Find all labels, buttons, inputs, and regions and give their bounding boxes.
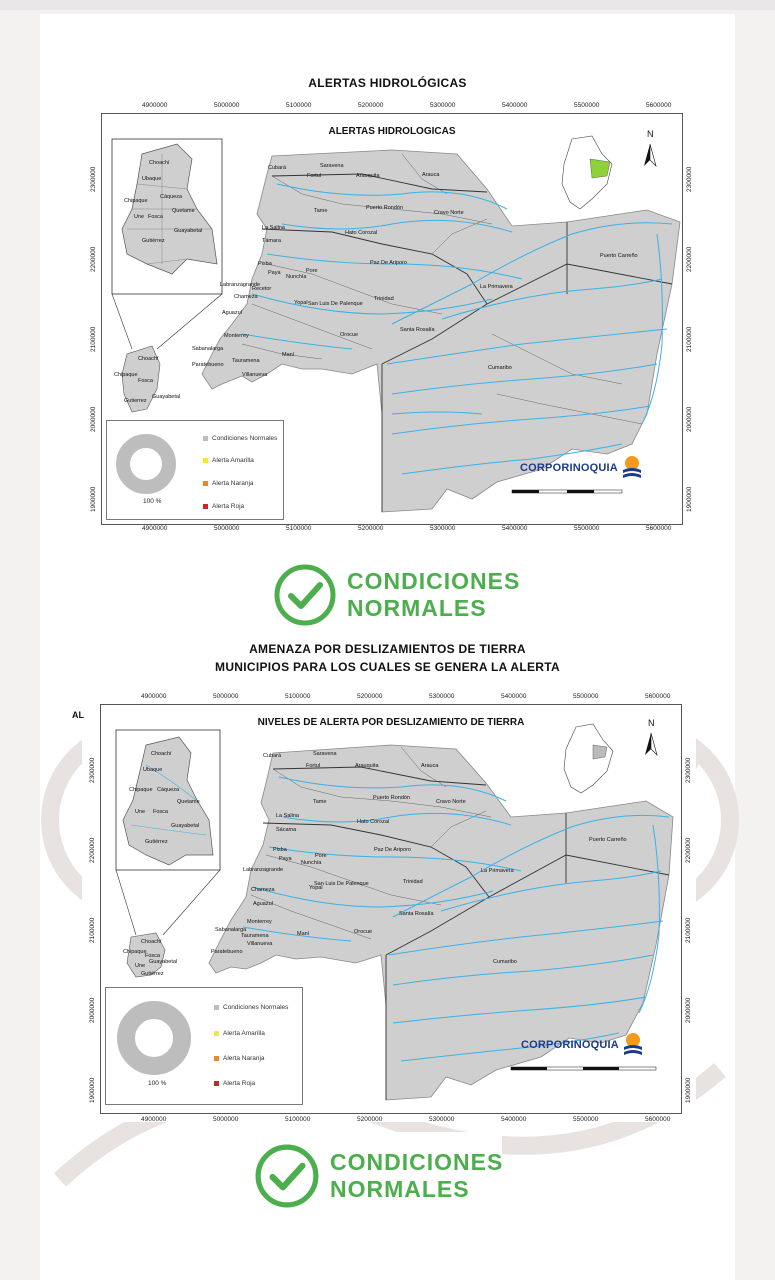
coordinate-tick: 5000000 <box>214 102 240 109</box>
place-label: Hato Corozal <box>345 230 378 236</box>
coordinate-tick: 2300000 <box>685 757 692 783</box>
place-label: Sabanalarga <box>192 346 224 352</box>
coordinate-tick: 5600000 <box>645 1116 671 1123</box>
landslide-donut-label: 100 % <box>148 1080 167 1087</box>
coordinate-tick: 5500000 <box>574 102 600 109</box>
legend-normal: Condiciones Normales <box>214 1004 288 1011</box>
check-circle-icon <box>273 563 337 627</box>
coordinate-tick: 5300000 <box>430 102 456 109</box>
coordinate-tick: 1900000 <box>89 1077 96 1103</box>
hydro-status <box>273 563 521 627</box>
coordinate-tick: 1900000 <box>685 1077 692 1103</box>
colombia-locator <box>564 724 613 793</box>
hydro-alerts-heading: ALERTAS HIDROLÓGICAS <box>308 76 467 90</box>
legend-orange: Alerta Naranja <box>214 1055 265 1062</box>
place-label: Quetame <box>172 208 195 214</box>
place-label: Orocue <box>340 332 359 338</box>
coordinate-tick: 2100000 <box>89 917 96 943</box>
place-label: La Salina <box>262 225 285 231</box>
place-label: Pore <box>306 268 318 274</box>
coordinate-tick: 5100000 <box>286 525 312 532</box>
place-label: Fosca <box>153 809 168 815</box>
place-label: Paz De Ariporo <box>374 847 411 853</box>
place-label: Saravena <box>313 751 337 757</box>
landslide-heading-line2: MUNICIPIOS PARA LOS CUALES SE GENERA LA ALERTA <box>215 660 560 674</box>
place-label: Cáqueza <box>157 787 180 793</box>
coordinate-tick: 5200000 <box>357 1116 383 1123</box>
place-label: Quetame <box>177 799 200 805</box>
place-label: San Luis De Palenque <box>308 301 363 307</box>
place-label: Choachí <box>141 939 162 945</box>
corporinoquia-logo-icon <box>621 1031 645 1057</box>
place-label: Tame <box>313 799 327 805</box>
coordinate-tick: 2200000 <box>89 837 96 863</box>
place-label: Maní <box>282 352 295 358</box>
place-label: Chipaque <box>123 949 147 955</box>
coordinate-tick: 2000000 <box>685 997 692 1023</box>
coordinate-tick: 5500000 <box>574 525 600 532</box>
svg-text:N: N <box>648 718 655 728</box>
coordinate-tick: 2300000 <box>686 166 693 192</box>
coordinate-tick: 5200000 <box>357 693 383 700</box>
hydro-map-title: ALERTAS HIDROLOGICAS <box>328 126 456 137</box>
place-label: Gutiérrez <box>142 238 165 244</box>
place-label: Arauca <box>422 172 440 178</box>
corporinoquia-logo-text: CORPORINOQUIA <box>521 1039 619 1051</box>
place-label: Choachí <box>138 356 159 362</box>
place-label: Tauramena <box>241 933 269 939</box>
legend-normal: Condiciones Normales <box>203 435 277 442</box>
place-label: Chameza <box>251 887 275 893</box>
landslide-status-text: CONDICIONES NORMALES <box>330 1149 504 1202</box>
coordinate-tick: 5600000 <box>645 693 671 700</box>
place-label: Guayabetal <box>174 228 203 234</box>
landslide-map-title: NIVELES DE ALERTA POR DESLIZAMIENTO DE TIERRA <box>257 717 525 728</box>
place-label: Trinidad <box>403 879 423 885</box>
place-label: Choachí <box>149 160 170 166</box>
coordinate-tick: 5300000 <box>429 693 455 700</box>
svg-text:N: N <box>647 129 654 139</box>
place-label: Cumaribo <box>493 959 517 965</box>
coordinate-tick: 5000000 <box>214 525 240 532</box>
coordinate-tick: 5400000 <box>501 693 527 700</box>
place-label: Gutiérrez <box>141 971 164 977</box>
place-label: Gutiérrez <box>145 839 168 845</box>
place-label: Villanueva <box>242 372 268 378</box>
hydro-donut-label: 100 % <box>143 498 162 505</box>
place-label: Aguazul <box>253 901 273 907</box>
coordinate-tick: 4900000 <box>141 1116 167 1123</box>
place-label: Puerto Carreño <box>600 253 638 259</box>
place-label: Pore <box>315 853 327 859</box>
place-label: Pisba <box>258 261 272 267</box>
corporinoquia-logo-icon <box>620 454 644 480</box>
place-label: Fosca <box>148 214 163 220</box>
place-label: Cubará <box>268 165 287 171</box>
legend-orange: Alerta Naranja <box>203 480 254 487</box>
place-label: Labranzagrande <box>220 282 261 288</box>
place-label: Paz De Ariporo <box>370 260 407 266</box>
place-label: Fosca <box>138 378 153 384</box>
hydro-donut-chart <box>115 433 177 495</box>
place-label: Tauramena <box>232 358 260 364</box>
legend-red: Alerta Roja <box>214 1080 255 1087</box>
coordinate-tick: 5300000 <box>429 1116 455 1123</box>
place-label: Cáqueza <box>160 194 183 200</box>
coordinate-tick: 5000000 <box>213 1116 239 1123</box>
place-label: Hato Corozal <box>357 819 390 825</box>
place-label: Une <box>134 214 145 220</box>
place-label: Saravena <box>320 163 344 169</box>
landslide-legend <box>105 987 303 1105</box>
place-label: Nunchía <box>286 274 307 280</box>
coordinate-tick: 2000000 <box>90 406 97 432</box>
place-label: Paya <box>268 270 281 276</box>
place-label: Sácama <box>276 827 297 833</box>
coordinate-tick: 5400000 <box>501 1116 527 1123</box>
place-label: Chipaque <box>129 787 153 793</box>
place-label: Guayabetal <box>152 394 181 400</box>
corporinoquia-logo-text: CORPORINOQUIA <box>520 462 618 474</box>
place-label: Cravo Norte <box>434 210 464 216</box>
place-label: Chameza <box>234 294 258 300</box>
coordinate-tick: 2100000 <box>685 917 692 943</box>
place-label: Támara <box>262 238 281 244</box>
coordinate-tick: 5100000 <box>285 693 311 700</box>
legend-yellow: Alerta Amarilla <box>214 1030 265 1037</box>
coordinate-tick: 2300000 <box>90 166 97 192</box>
place-label: San Luis De Palenque <box>314 881 369 887</box>
place-label: Chipaque <box>114 372 138 378</box>
place-label: Guayabetal <box>149 959 178 965</box>
coordinate-tick: 2100000 <box>686 326 693 352</box>
place-label: Monterrey <box>247 919 272 925</box>
place-label: Arauquita <box>355 763 379 769</box>
coordinate-tick: 5300000 <box>430 525 456 532</box>
place-label: Aguazul <box>222 310 242 316</box>
panel-corner-label: AL <box>72 710 84 720</box>
landslide-donut-chart <box>116 1000 192 1076</box>
north-arrow-icon <box>644 144 656 166</box>
coordinate-tick: 5600000 <box>646 102 672 109</box>
coordinate-tick: 2000000 <box>686 406 693 432</box>
place-label: Cubará <box>263 753 282 759</box>
place-label: La Salina <box>276 813 299 819</box>
place-label: Chipaque <box>124 198 148 204</box>
place-label: Guayabetal <box>171 823 200 829</box>
place-label: Puerto Rondón <box>373 795 410 801</box>
top-bar <box>0 0 775 10</box>
coordinate-tick: 5100000 <box>286 102 312 109</box>
coordinate-tick: 5500000 <box>573 1116 599 1123</box>
coordinate-tick: 4900000 <box>142 525 168 532</box>
coordinate-tick: 2300000 <box>89 757 96 783</box>
coordinate-tick: 2200000 <box>685 837 692 863</box>
place-label: Maní <box>297 931 310 937</box>
coordinate-tick: 5200000 <box>358 525 384 532</box>
place-label: Yopal <box>309 885 323 891</box>
place-label: Arauca <box>421 763 439 769</box>
place-label: Une <box>135 809 146 815</box>
place-label: Trinidad <box>374 296 394 302</box>
place-label: Ubaque <box>142 176 162 182</box>
place-label: Tame <box>314 208 328 214</box>
place-label: La Primavera <box>480 284 513 290</box>
place-label: Fortul <box>306 763 321 769</box>
north-arrow-icon <box>645 733 657 755</box>
coordinate-tick: 2200000 <box>90 246 97 272</box>
place-label: Fosca <box>145 953 160 959</box>
hydro-map-frame <box>90 102 693 532</box>
place-label: Villanueva <box>247 941 273 947</box>
landslide-heading-line1: AMENAZA POR DESLIZAMIENTOS DE TIERRA <box>249 642 526 656</box>
coordinate-tick: 5500000 <box>573 693 599 700</box>
coordinate-tick: 4900000 <box>142 102 168 109</box>
coordinate-tick: 2100000 <box>90 326 97 352</box>
place-label: La Primavera <box>481 868 514 874</box>
coordinate-tick: 4900000 <box>141 693 167 700</box>
place-label: Labranzagrande <box>243 867 284 873</box>
place-label: Santa Rosalía <box>399 911 434 917</box>
coordinate-tick: 5600000 <box>646 525 672 532</box>
check-circle-icon <box>254 1143 320 1209</box>
place-label: Paratebueno <box>192 362 224 368</box>
place-label: Orocue <box>354 929 373 935</box>
coordinate-tick: 2200000 <box>686 246 693 272</box>
place-label: Puerto Carreño <box>589 837 627 843</box>
place-label: Recetor <box>252 286 272 292</box>
scale-bar <box>512 490 622 493</box>
place-label: Gutierrez <box>124 398 147 404</box>
place-label: Paya <box>279 856 292 862</box>
place-label: Cravo Norte <box>436 799 466 805</box>
place-label: Pisba <box>273 847 287 853</box>
landslide-map-frame <box>89 693 692 1123</box>
place-label: Fortul <box>307 173 322 179</box>
place-label: Choachí <box>151 751 172 757</box>
legend-red: Alerta Roja <box>203 503 244 510</box>
place-label: Cumaribo <box>488 365 512 371</box>
coordinate-tick: 5100000 <box>285 1116 311 1123</box>
coordinate-tick: 2000000 <box>89 997 96 1023</box>
coordinate-tick: 1900000 <box>686 486 693 512</box>
place-label: Santa Rosalía <box>400 327 435 333</box>
landslide-status <box>254 1143 504 1209</box>
place-label: Nunchía <box>301 860 322 866</box>
legend-yellow: Alerta Amarilla <box>203 457 254 464</box>
place-label: Puerto Rondón <box>366 205 403 211</box>
coordinate-tick: 5400000 <box>502 102 528 109</box>
place-label: Une <box>135 963 146 969</box>
hydro-legend <box>106 420 284 520</box>
coordinate-tick: 5200000 <box>358 102 384 109</box>
scale-bar <box>511 1067 656 1070</box>
place-label: Sabanalarga <box>215 927 247 933</box>
place-label: Monterrey <box>224 333 249 339</box>
coordinate-tick: 5000000 <box>213 693 239 700</box>
place-label: Paratebueno <box>211 949 243 955</box>
place-label: Arauquita <box>356 173 380 179</box>
place-label: Yopal <box>294 300 308 306</box>
place-label: Ubaque <box>143 767 163 773</box>
hydro-status-text: CONDICIONES NORMALES <box>347 568 521 621</box>
coordinate-tick: 1900000 <box>90 486 97 512</box>
coordinate-tick: 5400000 <box>502 525 528 532</box>
